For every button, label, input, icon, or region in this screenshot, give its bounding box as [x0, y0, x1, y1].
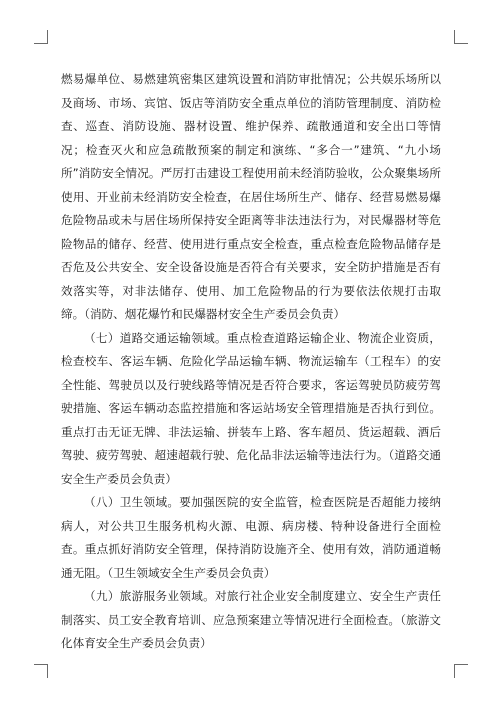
paragraph-fire-safety-continued: 燃易爆单位、易燃建筑密集区建筑设置和消防审批情况；公共娱乐场所以及商场、市场、宾馆、饭店等消防安全重点单位的消防管理制度、消防检查、巡查、消防设施、器材设置、维护保养、疏散通道和安全出口等情况；检查灭火和应急疏散预案的制定和演练、“多合一”建筑、“九小场所”消防安全情况。严厉打击建设工程使用前未经消防验收，公众聚集场所使用、开业前未经消防安全检查，在居住场所生产、储存、经营易燃易爆危险物品或未与居住场所保持安全距离等非法违法行为，对民爆器材等危险物品的储存、经营、使用进行重点安全检查，重点检查危险物品储存是否危及公共安全、安全设备设施是否符合有关要求，安全防护措施是否有效落实等，对非法储存、使用、加工危险物品的行为要依法依规打击取缔。（消防、烟花爆竹和民爆器材安全生产委员会负责）: [61, 72, 441, 321]
crop-mark-bottom-left: [34, 664, 48, 678]
paragraph-tourism: （九）旅游服务业领域。对旅行社企业安全制度建立、安全生产责任制落实、员工安全教育培训、应急预案建立等情况进行全面检查。（旅游文化体育安全生产委员会负责）: [61, 589, 441, 650]
crop-mark-bottom-right: [454, 664, 468, 678]
crop-mark-top-left: [34, 30, 48, 44]
paragraph-health: （八）卫生领域。要加强医院的安全监管，检查医院是否超能力接纳病人，对公共卫生服务机构火源、电源、病房楼、特种设备进行全面检查。重点抓好消防安全管理，保持消防设施齐全、使用有效，消防通道畅通无阻。（卫生领域安全生产委员会负责）: [61, 495, 441, 580]
crop-mark-top-right: [454, 30, 468, 44]
paragraph-road-transport: （七）道路交通运输领域。重点检查道路运输企业、物流企业资质，检查校车、客运车辆、危险化学品运输车辆、物流运输车（工程车）的安全性能、驾驶员以及行驶线路等情况是否符合要求，客运驾驶员防疲劳驾驶措施、客运车辆动态监控措施和客运站场安全管理措施是否执行到位。重点打击无证无牌、非法运输、拼装车上路、客车超员、货运超载、酒后驾驶、疲劳驾驶、超速超载行驶、危化品非法运输等违法行为。（道路交通安全生产委员会负责）: [61, 330, 441, 486]
document-body: [61, 68, 441, 656]
